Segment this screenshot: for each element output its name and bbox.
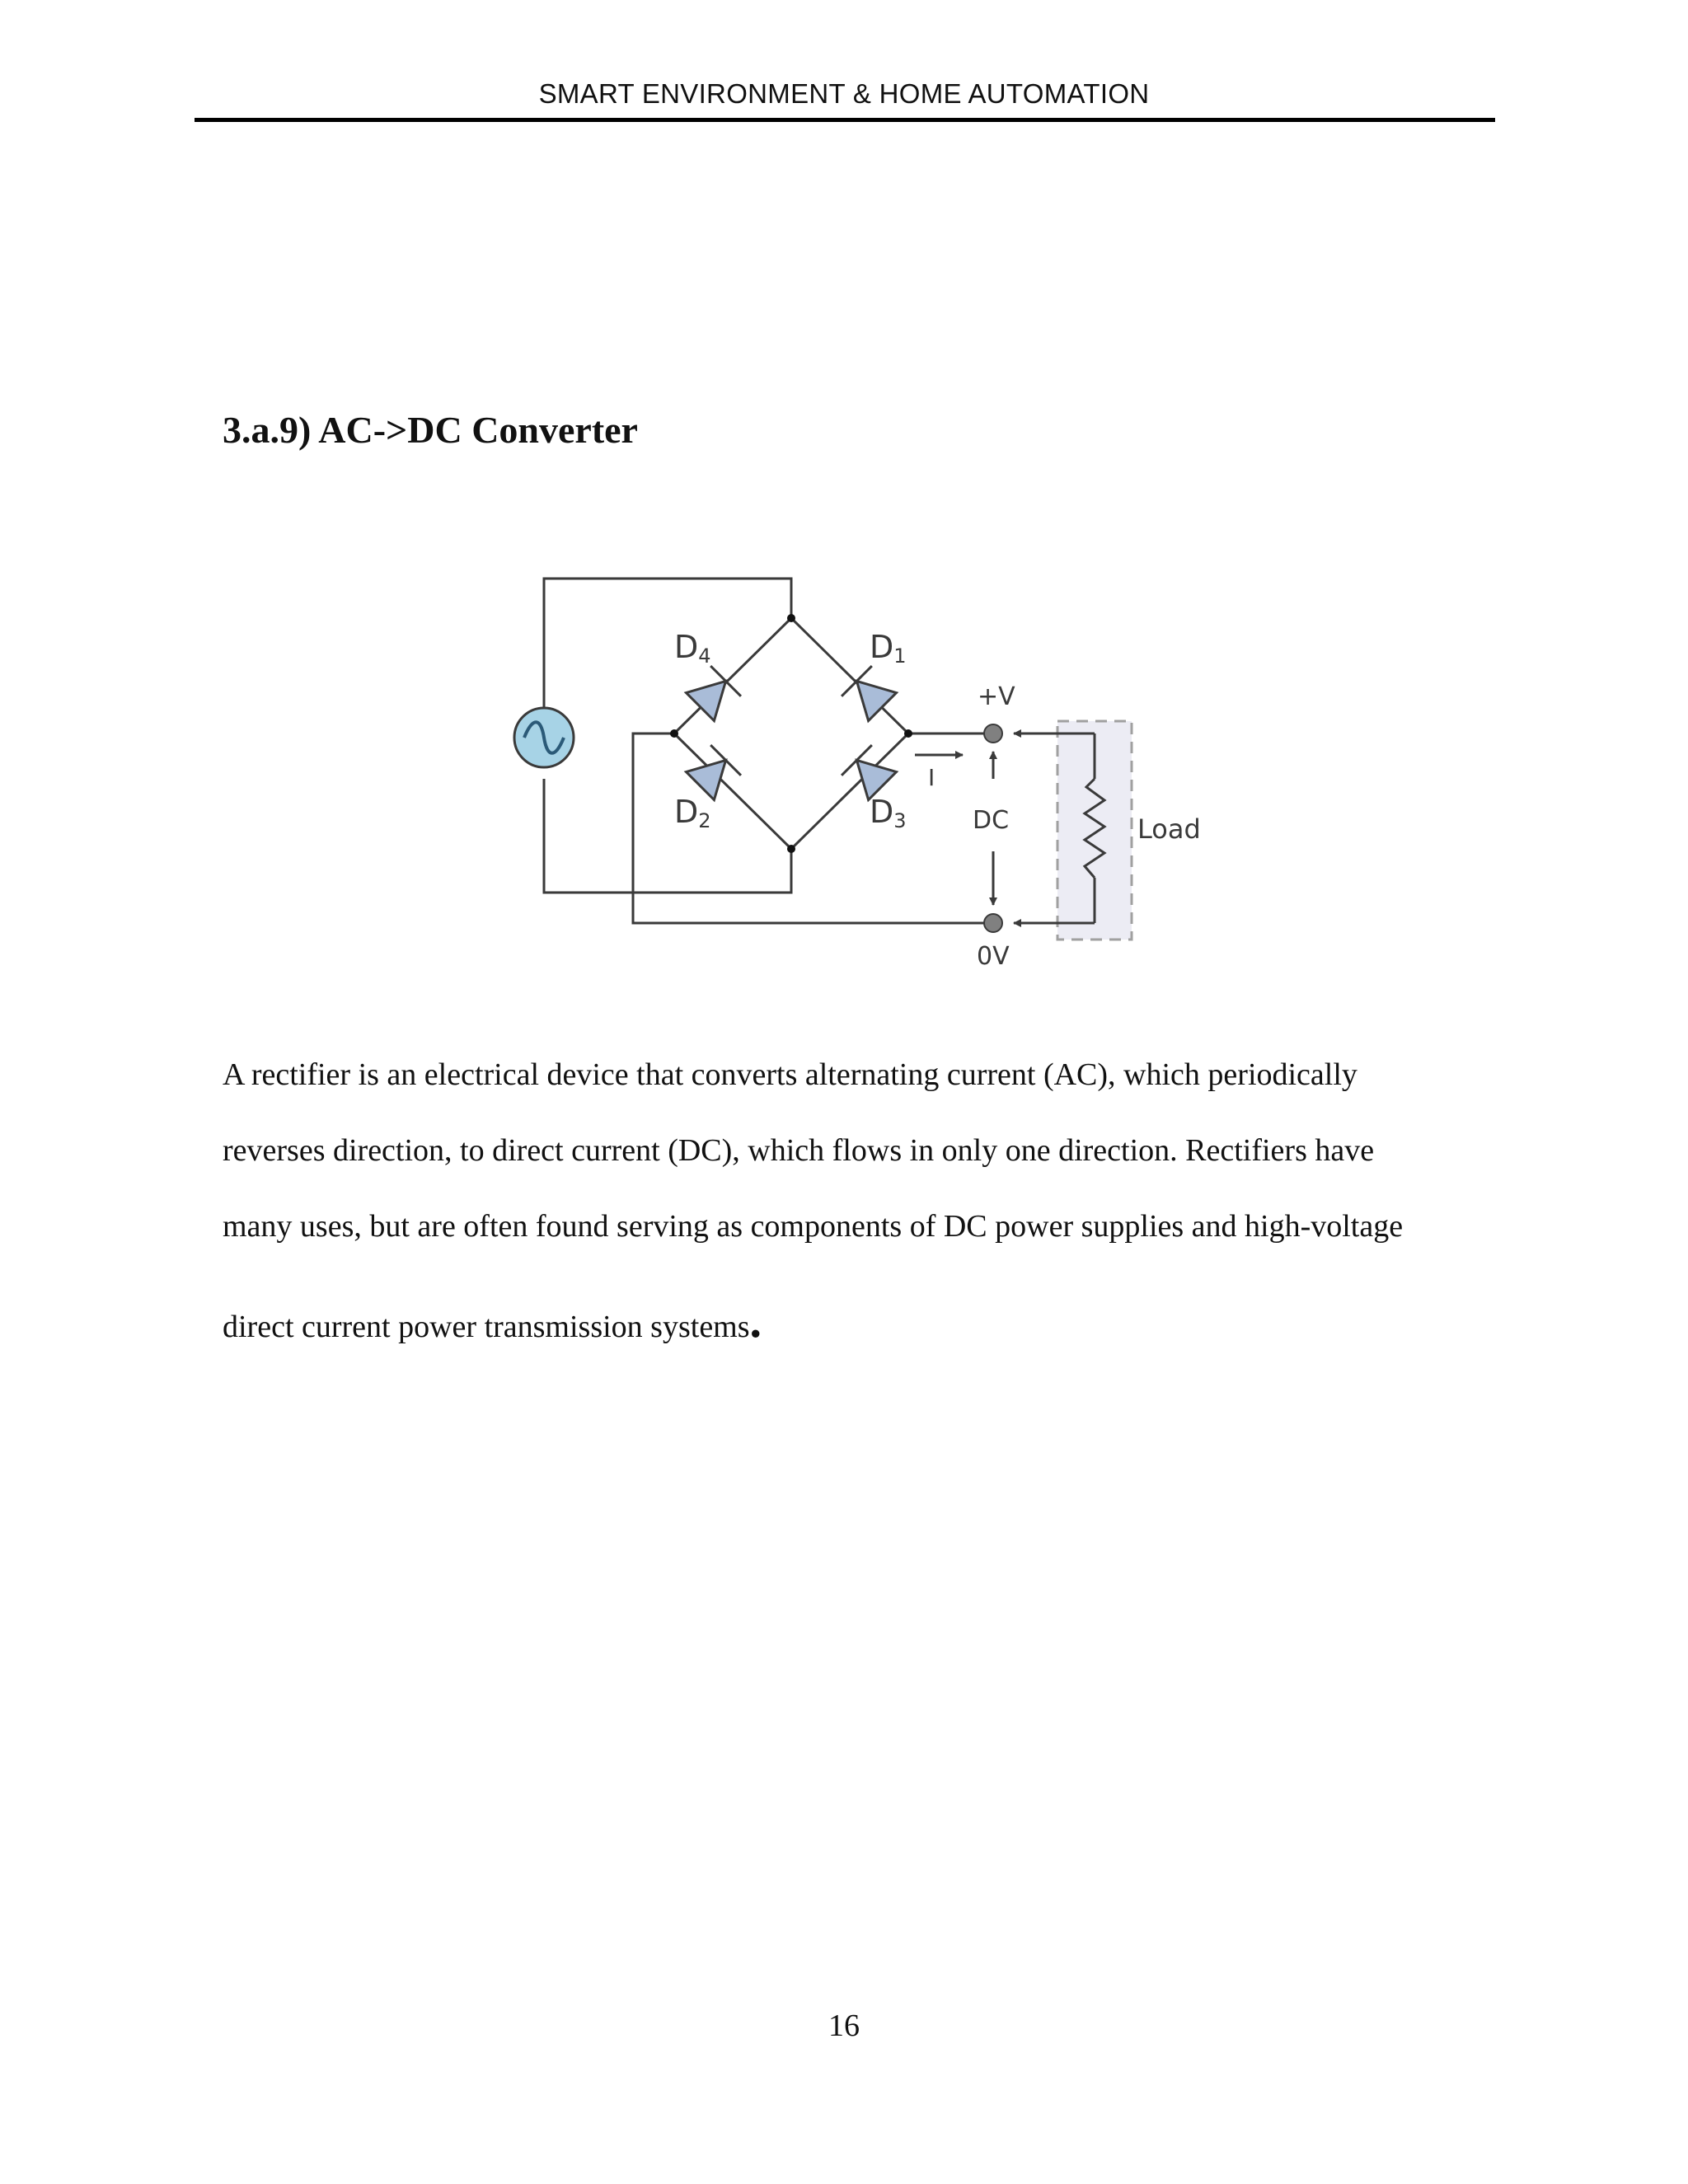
paragraph-line: A rectifier is an electrical device that converts alternating current (AC), which periodically [223,1057,1357,1092]
running-header: SMART ENVIRONMENT & HOME AUTOMATION [538,78,1150,109]
page-number: 16 [828,2008,860,2043]
terminal-zero [984,914,1002,932]
paragraph-line: reverses direction, to direct current (DC), which flows in only one direction. Rectifiers have [223,1133,1375,1168]
bridge-rectifier-diagram [495,569,1220,981]
header-rule [195,118,1495,122]
wire-bridge-right-bottom [791,733,908,849]
junction-left [670,729,678,738]
paragraph-line: many uses, but are often found serving as components of DC power supplies and high-voltage [223,1209,1404,1244]
label-load: Load [1137,813,1201,845]
junction-top [787,614,795,622]
label-plus-v: +V [978,682,1015,711]
label-zero-v: 0V [977,942,1010,971]
label-dc: DC [973,806,1010,835]
bridge-rectifier-svg [495,569,1220,981]
paragraph-line-text: direct current power transmission systems [223,1310,750,1344]
junction-bottom [787,845,795,853]
junction-right [904,729,912,738]
wire-source-top [544,579,791,738]
paragraph-line-last [223,1294,762,1347]
label-d3: D3 [870,794,907,832]
terminal-positive [984,724,1002,743]
circuit-wires [544,579,1104,923]
label-d1: D1 [870,629,907,668]
label-current: I [928,764,935,791]
final-period: . [749,1294,762,1347]
wire-source-bottom [544,779,791,893]
label-d4: D4 [674,629,711,668]
label-d2: D2 [674,794,711,832]
wire-bridge-left-bottom [674,733,791,849]
section-title: 3.a.9) AC->DC Converter [223,409,638,451]
